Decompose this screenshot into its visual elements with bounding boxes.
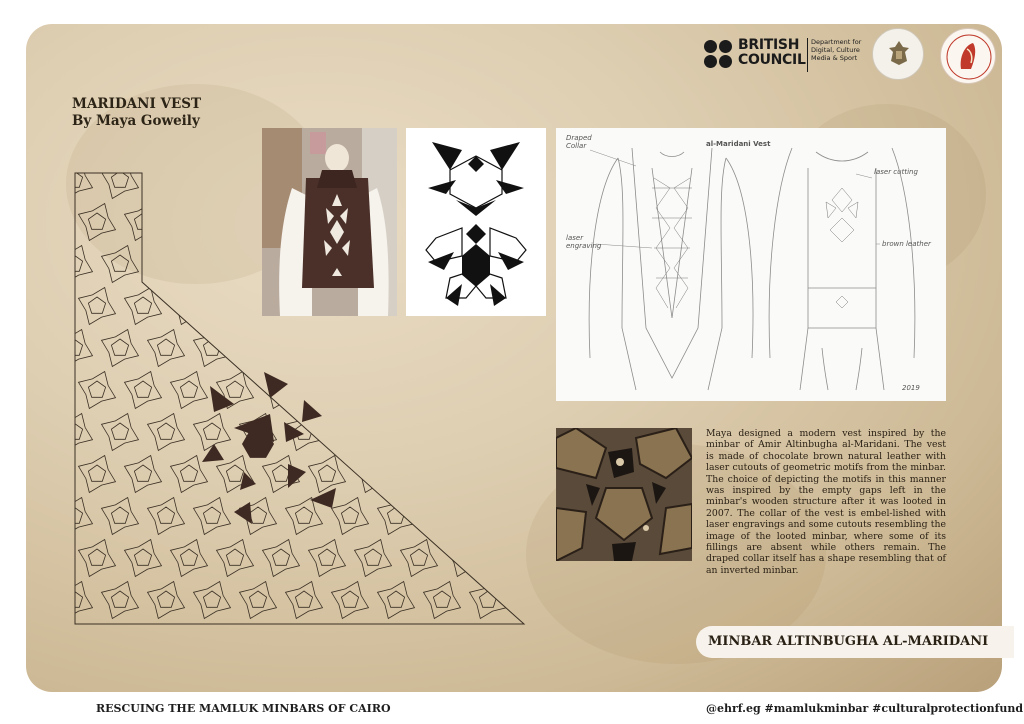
egyptian-heritage-icon: [941, 29, 997, 85]
sketch-label-brown-leather: brown leather: [882, 240, 931, 248]
author-line: By Maya Goweily: [72, 113, 200, 129]
department-text: Department for Digital, Culture Media & Sport: [811, 38, 862, 62]
british-council-dots-icon: [704, 40, 734, 70]
sketch-label-laser-cutting: laser cutting: [874, 168, 918, 176]
minbar-title-band: MINBAR ALTINBUGHA AL-MARIDANI: [696, 626, 1014, 658]
vest-sketch: [556, 128, 946, 401]
motif-graphic: [406, 128, 546, 316]
sketch-caption: al-Maridani Vest: [706, 140, 771, 148]
description-text: Maya designed a modern vest inspired by the minbar of Amir Altinbugha al-Maridani. The vest is made of chocolate brown natural leather with laser cutouts of geometric motifs from the minbar. The choice of depicting the motifs in this manner was inspired by the empty gaps left in the minbar's wooden structure after it was looted in 2007. The collar of the vest is embel-lished with laser engravings and some cutouts resembling the image of the looted minbar, where some of its fillings are absent while others remain. The draped collar itself has a shape resembling that of an inverted minbar.: [706, 428, 946, 576]
sketch-signature-year: 2019: [902, 384, 920, 392]
footer-project-title: RESCUING THE MAMLUK MINBARS OF CAIRO: [96, 702, 391, 715]
ehrf-foundation-logo: [940, 28, 996, 84]
star-motif-icon: [406, 128, 546, 316]
sketch-label-draped-collar: Draped Collar: [566, 134, 592, 150]
eagle-icon: [887, 39, 911, 67]
title-block: [72, 96, 201, 130]
page-title: MARIDANI VEST: [72, 96, 202, 112]
sketch-label-laser-engraving: laser engraving: [566, 234, 602, 250]
british-council-name: BRITISH COUNCIL: [738, 37, 806, 68]
logo-divider: [807, 38, 808, 72]
footer-hashtags: @ehrf.eg #mamlukminbar #culturalprotectionfund: [706, 702, 1024, 715]
sponsor-logos: [700, 28, 1000, 84]
vest-photo: [262, 128, 397, 316]
ministry-seal-logo: [872, 28, 924, 80]
minbar-detail-photo: [556, 428, 692, 561]
